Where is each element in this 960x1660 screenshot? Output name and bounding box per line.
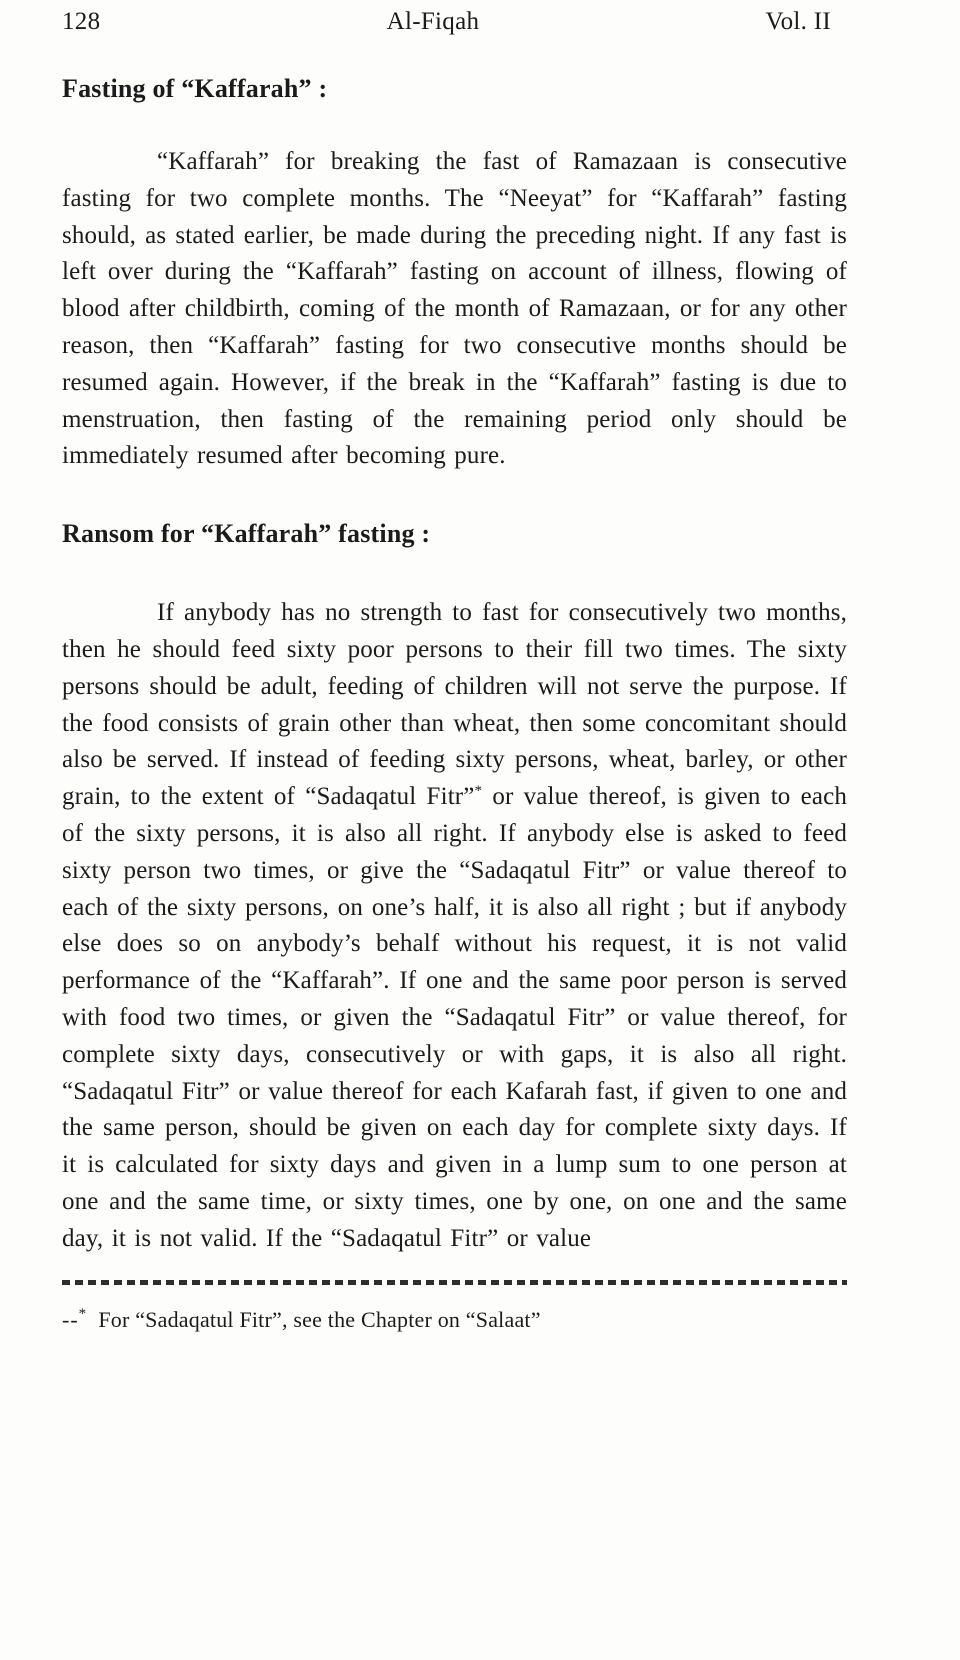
section-heading-fasting-of-kaffarah: Fasting of “Kaffarah” : — [62, 74, 328, 103]
book-title: Al-Fiqah — [386, 8, 480, 35]
volume-label: Vol. II — [765, 8, 831, 35]
paragraph-fasting-of-kaffarah: “Kaffarah” for breaking the fast of Ramazaan is consecutive fasting for two complete months. The “Neeyat” for “Kaffarah” fasting should, as stated earlier, be made during the preceding night. If any fast is left over during the “Kaffarah” fasting on account of illness, flowing of blood after childbirth, coming of the month of Ramazaan, or for any other reason, then “Kaffarah” fasting for two consecutive months should be resumed again. However, if the break in the “Kaffarah” fasting is due to menstruation, then fasting of the remaining period only should be immediately resumed after becoming pure. — [62, 148, 847, 470]
footnote — [62, 1307, 847, 1333]
footnote-reference-asterisk: * — [474, 783, 483, 800]
paragraph-text-after-footnote-ref: or value thereof, is given to each of the sixty persons, it is also all right. If anybody else is asked to feed sixty person two times, or give the “Sadaqatul Fitr” or value thereof to each of the sixty persons, on one’s half, it is also all right ; but if anybody else does so on anybody’s behalf without his request, it is not valid performance of the “Kaffarah”. If one and the same poor person is served with food two times, or given the “Sadaqatul Fitr” or value thereof, for complete sixty days, consecutively or with gaps, it is also all right. “Sadaqatul Fitr” or value thereof for each Kafarah fast, if given to one and the same person, should be given on each day for complete sixty days. If it is calculated for sixty days and given in a lump sum to one person at one and the same time, or sixty times, one by one, on one and the same day, it is not valid. If the “Sadaqatul Fitr” or value — [62, 783, 847, 1252]
footnote-text: For “Sadaqatul Fitr”, see the Chapter on “Salaat” — [98, 1306, 541, 1332]
section-heading-ransom-for-kaffarah: Ransom for “Kaffarah” fasting : — [62, 519, 431, 549]
footnote-divider-dashed-line — [62, 1280, 847, 1285]
footnote-dash-prefix: -- — [62, 1306, 79, 1332]
paragraph-ransom-for-kaffarah — [62, 595, 847, 1257]
paragraph-text-before-footnote-ref: If anybody has no strength to fast for consecutively two months, then he should feed sixty poor persons to their fill two times. The sixty persons should be adult, feeding of children will not serve the purpose. If the food consists of grain other than wheat, then some concomitant should also be served. If instead of feeding sixty persons, wheat, barley, or other grain, to the extent of “Sadaqatul Fitr” — [62, 599, 847, 811]
footnote-asterisk: * — [78, 1305, 87, 1322]
page-header — [62, 8, 847, 36]
page-number: 128 — [62, 8, 101, 35]
